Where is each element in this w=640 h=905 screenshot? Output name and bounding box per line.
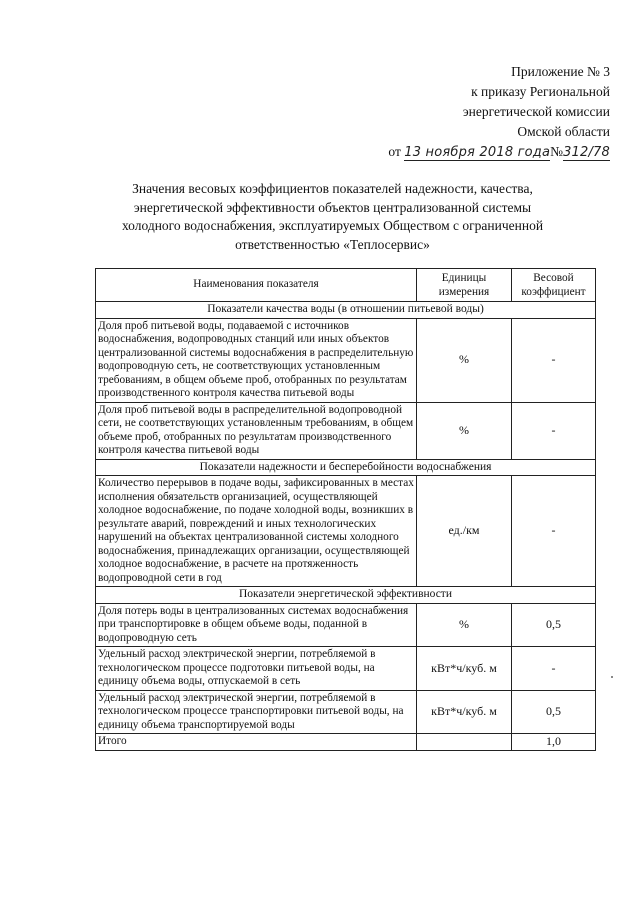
row-coef: - — [512, 318, 596, 402]
document-title — [95, 180, 570, 254]
section-row-energy — [96, 587, 596, 604]
order-prefix: от — [388, 144, 401, 159]
title-line-2: энергетической эффективности объектов централизованной системы — [133, 199, 532, 215]
appendix-order-ref: к приказу Региональной — [471, 84, 610, 99]
row-coef: - — [512, 402, 596, 459]
row-name: Доля потерь воды в централизованных системах водоснабжения при транспортировке в общем объеме воды, поданной в водопроводную сеть — [96, 603, 417, 647]
section-row-reliability — [96, 459, 596, 476]
row-coef: - — [512, 476, 596, 587]
scan-speck — [611, 676, 613, 678]
table-header-row — [96, 269, 596, 302]
title-line-1: Значения весовых коэффициентов показателей надежности, качества, — [132, 181, 533, 196]
total-coef: 1,0 — [512, 734, 596, 751]
header-name: Наименования показателя — [96, 269, 417, 302]
header-unit: Единицы измерения — [417, 269, 512, 302]
title-line-4: ответственностью «Теплосервис» — [235, 236, 430, 252]
row-unit: % — [417, 402, 512, 459]
table-row — [96, 318, 596, 402]
appendix-region: Омской области — [517, 124, 610, 139]
appendix-number: Приложение № 3 — [511, 64, 610, 79]
row-unit: % — [417, 318, 512, 402]
total-unit — [417, 734, 512, 751]
row-name: Доля проб питьевой воды в распределительной водопроводной сети, не соответствующих установленным требованиям, в общем объеме проб, отобранных по результатам производственного контроля качества питьевой воды — [96, 402, 417, 459]
row-unit: кВт*ч/куб. м — [417, 647, 512, 691]
table-row — [96, 476, 596, 587]
section-row-quality — [96, 302, 596, 319]
section-title-energy: Показатели энергетической эффективности — [96, 587, 596, 604]
table-row — [96, 603, 596, 647]
order-date-line — [350, 142, 610, 163]
row-unit: кВт*ч/куб. м — [417, 690, 512, 734]
section-title-reliability: Показатели надежности и бесперебойности водоснабжения — [96, 459, 596, 476]
row-coef: 0,5 — [512, 603, 596, 647]
appendix-commission: энергетической комиссии — [462, 104, 610, 119]
row-name: Удельный расход электрической энергии, потребляемой в технологическом процессе подготовки питьевой воды, на единицу объема воды, отпускаемой в сеть — [96, 647, 417, 691]
row-unit: % — [417, 603, 512, 647]
appendix-header — [350, 62, 610, 163]
row-coef: 0,5 — [512, 690, 596, 734]
row-unit: ед./км — [417, 476, 512, 587]
table-row — [96, 647, 596, 691]
order-number-label: № — [550, 144, 564, 159]
row-coef: - — [512, 647, 596, 691]
coefficients-table — [95, 268, 596, 751]
table-row — [96, 690, 596, 734]
row-name: Доля проб питьевой воды, подаваемой с источников водоснабжения, водопроводных станций или иных объектов централизованной системы водоснабжения в распределительную водопроводную сеть, не соответствующих установленным требованиям, в общем объеме проб, отобранных по результатам производственного контроля качества питьевой воды — [96, 318, 417, 402]
order-number-handwritten: 312/78 — [563, 145, 610, 160]
total-row — [96, 734, 596, 751]
order-date-handwritten: 13 ноября 2018 года — [404, 145, 551, 160]
header-coef: Весовой коэффициент — [512, 269, 596, 302]
total-name: Итого — [96, 734, 417, 751]
row-name: Удельный расход электрической энергии, потребляемой в технологическом процессе транспортировки питьевой воды, на единицу объема транспортируемой воды — [96, 690, 417, 734]
row-name: Количество перерывов в подаче воды, зафиксированных в местах исполнения обязательств организацией, осуществляющей холодное водоснабжение, по подаче холодной воды, возникших в результате аварий, повреждений и иных технологических нарушений на объектах централизованной системы холодного водоснабжения, принадлежащих организации, осуществляющей холодное водоснабжение, в расчете на протяженность водопроводной сети в год — [96, 476, 417, 587]
title-line-3: холодного водоснабжения, эксплуатируемых Обществом с ограниченной — [121, 218, 544, 233]
table-row — [96, 402, 596, 459]
section-title-quality: Показатели качества воды (в отношении питьевой воды) — [96, 302, 596, 319]
